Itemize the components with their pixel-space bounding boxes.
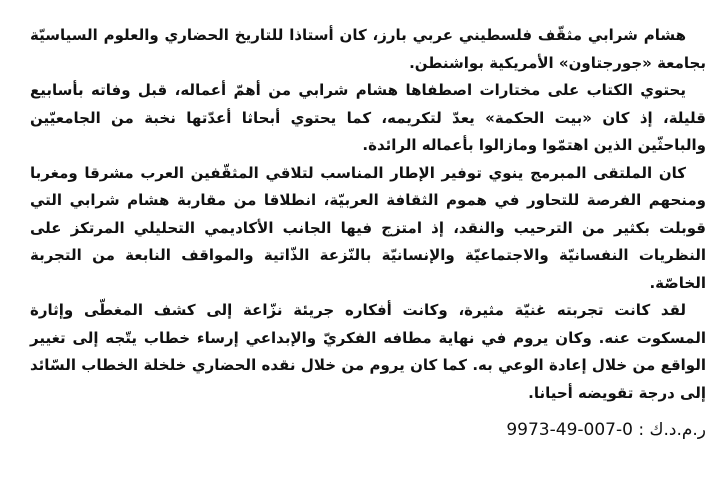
paragraph-book-contents: يحتوي الكتاب على مختارات اصطفاها هشام شرابي من أهمّ أعماله، قبل وفاته بأسابيع قليلة، إذ كان «بيت الحكمة» يعدّ لتكريمه، كما يحتوي أبحاثا أعدّتها نخبة من الجامعيّين والباحثّين الذين اهتمّوا ومازالوا بأعماله الرائدة. bbox=[30, 81, 706, 154]
isbn-line bbox=[506, 418, 706, 442]
paragraph-experience: لقد كانت تجربته غنيّة مثيرة، وكانت أفكاره جريئة نزّاعة إلى كشف المغطّى وإثارة المسكوت عنه. وكان يروم في نهاية مطافه الفكريّ والإبداعي إرساء خطاب يتّجه إلى تغيير الواقع من خلال إعادة الوعي به. كما كان يروم من خلال نقده الحضاري خلخلة الخطاب السّائد إلى درجة تقويضه أحيانا. bbox=[30, 301, 706, 402]
paragraph-forum: كان الملتقى المبرمج ينوي توفير الإطار المناسب لتلاقي المثقّفين العرب مشرقا ومغربا ومنحهم الفرصة للتحاور في هموم الثقافة العربيّة، انطلاقا من مقاربة هشام شرابي التي قوبلت بكثير من الترحيب والنقد، إذ امتزج فيها الجانب الأكاديمي التحليلي المرتكز على النظريات النفسانيّة والاجتماعيّة والإنسانيّة بالنّزعة الذّاتية والمواقف النابعة من التجربة الخاصّة. bbox=[30, 163, 706, 292]
isbn-label: ر.م.د.ك : bbox=[638, 420, 706, 440]
paragraph-intro: هشام شرابي مثقّف فلسطيني عربي بارز، كان أستاذا للتاريخ الحضاري والعلوم السياسيّة بجامعة «جورجتاون» الأمريكية بواشنطن. bbox=[30, 26, 706, 72]
isbn-value: 9973-49-007-0 bbox=[506, 420, 633, 440]
